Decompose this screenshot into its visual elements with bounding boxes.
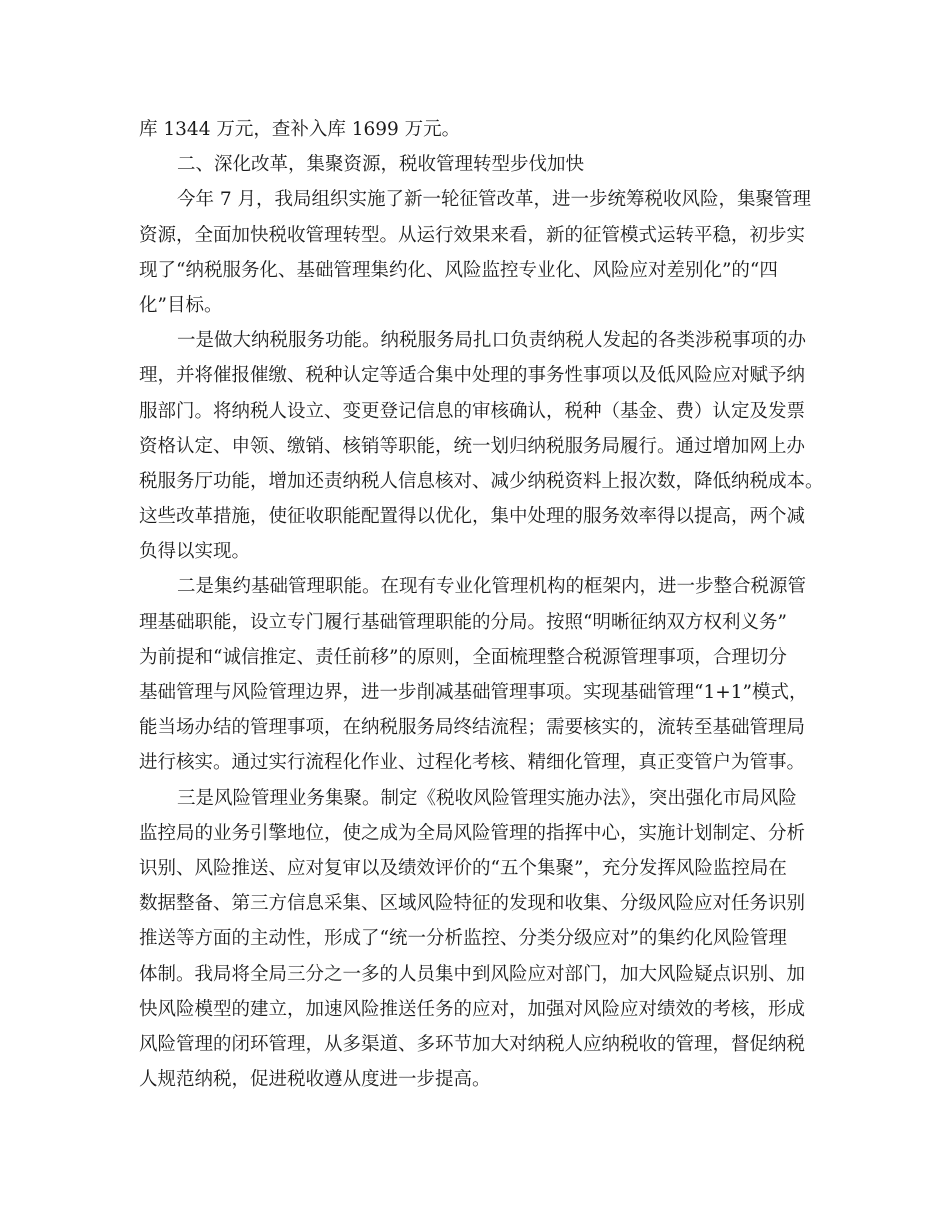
text-line: 服部门。将纳税人设立、变更登记信息的审核确认，税种（基金、费）认定及发票	[139, 400, 806, 422]
text-line: 识别、风险推送、应对复审以及绩效评价的“五个集聚”，充分发挥风险监控局在	[139, 857, 787, 879]
text-line: 理基础职能，设立专门履行基础管理职能的分局。按照“明晰征纳双方权利义务”	[139, 611, 787, 633]
text-line: 为前提和“诚信推定、责任前移”的原则，全面梳理整合税源管理事项，合理切分	[139, 646, 787, 668]
text-line: 能当场办结的管理事项，在纳税服务局终结流程；需要核实的，流转至基础管理局	[139, 717, 806, 739]
text-line: 风险管理的闭环管理，从多渠道、多环节加大对纳税人应纳税收的管理，督促纳税	[139, 1033, 806, 1055]
text-line: 监控局的业务引擎地位，使之成为全局风险管理的指挥中心，实施计划制定、分析	[139, 822, 806, 844]
text-line: 现了“纳税服务化、基础管理集约化、风险监控专业化、风险应对差别化”的“四	[139, 259, 778, 281]
text-line: 数据整备、第三方信息采集、区域风险特征的发现和收集、分级风险应对任务识别	[139, 893, 806, 915]
text-line: 理，并将催报催缴、税种认定等适合集中处理的事务性事项以及低风险应对赋予纳	[139, 365, 806, 387]
text-line: 库 1344 万元，查补入库 1699 万元。	[139, 119, 461, 140]
text-line: 今年 7 月，我局组织实施了新一轮征管改革，进一步统筹税收风险，集聚管理	[177, 189, 812, 211]
text-line: 体制。我局将全局三分之一多的人员集中到风险应对部门，加大风险疑点识别、加	[139, 963, 806, 985]
text-line: 一是做大纳税服务功能。纳税服务局扎口负责纳税人发起的各类涉税事项的办	[177, 330, 807, 352]
document-body	[139, 112, 825, 1097]
text-line: 三是风险管理业务集聚。制定《税收风险管理实施办法》，突出强化市局风险	[177, 787, 797, 809]
text-line: 进行核实。通过实行流程化作业、过程化考核、精细化管理，真正变管户为管事。	[139, 752, 806, 774]
text-line: 税服务厅功能，增加还责纳税人信息核对、减少纳税资料上报次数，降低纳税成本。	[139, 470, 824, 492]
text-line: 二是集约基础管理职能。在现有专业化管理机构的框架内，进一步整合税源管	[177, 576, 807, 598]
text-line: 化”目标。	[139, 294, 223, 316]
text-line: 推送等方面的主动性，形成了“统一分析监控、分类分级应对”的集约化风险管理	[139, 928, 787, 950]
text-line: 这些改革措施，使征收职能配置得以优化，集中处理的服务效率得以提高，两个减	[139, 506, 806, 528]
text-line: 人规范纳税，促进税收遵从度进一步提高。	[139, 1069, 491, 1091]
text-line: 负得以实现。	[139, 541, 251, 563]
text-line: 二、深化改革，集聚资源，税收管理转型步伐加快	[177, 154, 585, 176]
text-line: 资源，全面加快税收管理转型。从运行效果来看，新的征管模式运转平稳，初步实	[139, 224, 806, 246]
text-line: 资格认定、申领、缴销、核销等职能，统一划归纳税服务局履行。通过增加网上办	[139, 435, 806, 457]
text-line: 快风险模型的建立，加速风险推送任务的应对，加强对风险应对绩效的考核，形成	[139, 998, 806, 1020]
text-line: 基础管理与风险管理边界，进一步削减基础管理事项。实现基础管理“1+1”模式，	[139, 682, 808, 703]
